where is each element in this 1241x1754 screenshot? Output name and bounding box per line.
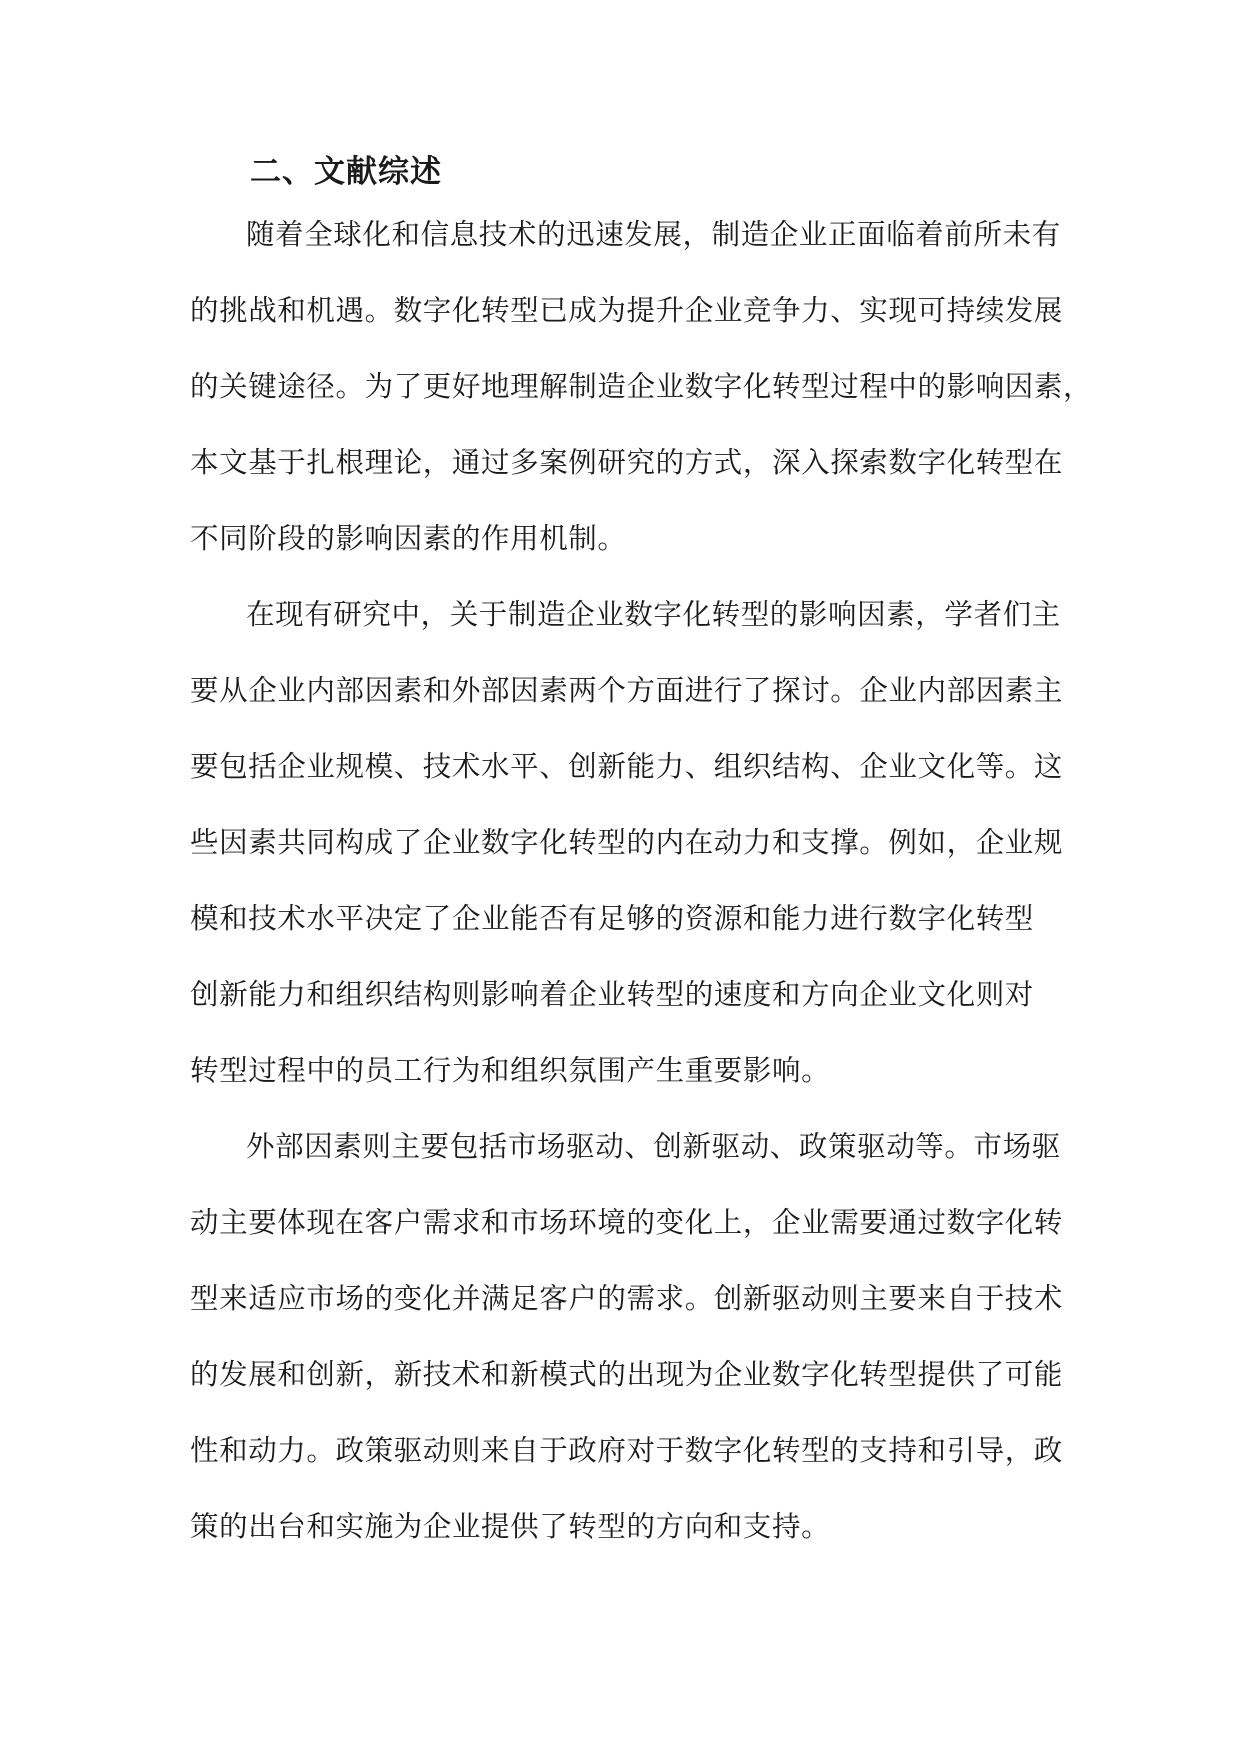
paragraph-3-line-5: 性和动力。政策驱动则来自于政府对于数字化转型的支持和引导，政 — [190, 1434, 1064, 1467]
paragraph-2-line-6: 创新能力和组织结构则影响着企业转型的速度和方向企业文化则对 — [190, 978, 1034, 1011]
paragraph-3-line-2: 动主要体现在客户需求和市场环境的变化上，企业需要通过数字化转 — [190, 1206, 1064, 1239]
paragraph-3-line-3: 型来适应市场的变化并满足客户的需求。创新驱动则主要来自于技术 — [190, 1282, 1064, 1315]
paragraph-3-line-6: 策的出台和实施为企业提供了转型的方向和支持。 — [190, 1510, 831, 1543]
paragraph-2-line-1: 在现有研究中，关于制造企业数字化转型的影响因素，学者们主 — [246, 598, 1061, 631]
paragraph-2-line-2: 要从企业内部因素和外部因素两个方面进行了探讨。企业内部因素主 — [190, 674, 1064, 707]
paragraph-2-line-3: 要包括企业规模、技术水平、创新能力、组织结构、企业文化等。这 — [190, 750, 1064, 783]
paragraph-2-line-4: 些因素共同构成了企业数字化转型的内在动力和支撑。例如，企业规 — [190, 826, 1064, 859]
paragraph-1-line-4: 本文基于扎根理论，通过多案例研究的方式，深入探索数字化转型在 — [190, 446, 1064, 479]
section-heading: 二、文献综述 — [250, 154, 442, 190]
paragraph-1-line-2: 的挑战和机遇。数字化转型已成为提升企业竞争力、实现可持续发展 — [190, 294, 1064, 327]
paragraph-3-line-1: 外部因素则主要包括市场驱动、创新驱动、政策驱动等。市场驱 — [246, 1130, 1061, 1163]
paragraph-1-line-3: 的关键途径。为了更好地理解制造企业数字化转型过程中的影响因素， — [190, 370, 1093, 403]
paragraph-1-line-5: 不同阶段的影响因素的作用机制。 — [190, 522, 627, 555]
paragraph-2-line-5: 模和技术水平决定了企业能否有足够的资源和能力进行数字化转型 — [190, 902, 1034, 935]
paragraph-1-line-1: 随着全球化和信息技术的迅速发展，制造企业正面临着前所未有 — [246, 218, 1061, 251]
paragraph-2-line-7: 转型过程中的员工行为和组织氛围产生重要影响。 — [190, 1054, 831, 1087]
paragraph-3-line-4: 的发展和创新，新技术和新模式的出现为企业数字化转型提供了可能 — [190, 1358, 1064, 1391]
